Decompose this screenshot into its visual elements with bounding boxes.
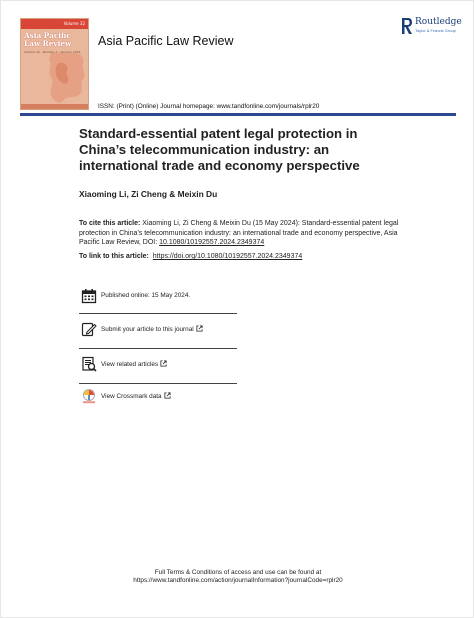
citation-block xyxy=(79,219,399,248)
publisher-name: Routledge xyxy=(415,17,462,27)
calendar-icon xyxy=(81,288,97,304)
related-articles-label: View related articles xyxy=(101,361,159,368)
info-divider xyxy=(79,348,237,349)
published-online-text: Published online: 15 May 2024. xyxy=(101,292,191,299)
article-authors: Xiaoming Li, Zi Cheng & Meixin Du xyxy=(79,189,218,199)
info-divider xyxy=(79,313,237,314)
publisher-subtitle: Taylor & Francis Group xyxy=(415,28,456,33)
article-link-label: To link to this article: xyxy=(79,253,149,260)
submit-article-icon xyxy=(81,321,97,337)
header-divider xyxy=(20,113,456,116)
terms-footer xyxy=(1,569,474,585)
crossmark-row[interactable] xyxy=(79,388,237,408)
crossmark-label: View Crossmark data xyxy=(101,393,162,400)
article-title: Standard-essential patent legal protection in China’s telecommunication industry: an international trade and economy perspective xyxy=(79,126,360,173)
issn-text: ISSN: (Print) (Online) Journal homepage: xyxy=(98,103,217,110)
related-articles-row[interactable] xyxy=(79,356,237,376)
journal-name[interactable]: Asia Pacific Law Review xyxy=(98,34,234,48)
cover-bottom-band xyxy=(21,104,88,109)
submit-article-label: Submit your article to this journal xyxy=(101,326,194,333)
crossmark-link[interactable] xyxy=(101,392,171,400)
article-doi-link[interactable]: https://doi.org/10.1080/10192557.2024.2349374 xyxy=(152,253,303,260)
cover-subtitle: Volume 32 · Number 1 · January 2024 xyxy=(24,50,81,54)
related-articles-icon xyxy=(81,356,97,372)
info-divider xyxy=(79,383,237,384)
terms-footer-line1: Full Terms & Conditions of access and use can be found at xyxy=(154,569,322,576)
cover-top-band xyxy=(21,19,88,29)
issn-line xyxy=(98,103,319,110)
routledge-logo-icon xyxy=(401,17,413,35)
related-articles-link[interactable] xyxy=(101,360,167,368)
publisher-logo xyxy=(401,17,463,37)
submit-article-link[interactable] xyxy=(101,325,203,333)
terms-footer-link[interactable]: https://www.tandfonline.com/action/journalInformation?journalCode=rplr20 xyxy=(133,577,343,584)
journal-homepage-link[interactable]: www.tandfonline.com/journals/rplr20 xyxy=(216,103,320,110)
citation-label: To cite this article: xyxy=(79,220,141,227)
cover-map-graphic xyxy=(45,49,89,109)
citation-doi-link[interactable]: 10.1080/10192557.2024.2349374 xyxy=(159,239,265,247)
external-link-icon xyxy=(196,325,203,332)
external-link-icon xyxy=(164,392,171,399)
external-link-icon xyxy=(160,360,167,367)
crossmark-icon xyxy=(81,388,97,404)
cover-volume: Volume 32 xyxy=(63,21,85,26)
article-link-row xyxy=(79,253,302,260)
cover-title: Asia Pacific Law Review xyxy=(24,31,72,48)
submit-article-row[interactable] xyxy=(79,321,237,341)
citation-text: Xiaoming Li, Zi Cheng & Meixin Du (15 May 2024): Standard-essential patent legal protection in China’s telecommunication industry: an international trade and economy perspective, Asia Pacific Law Review, DOI: xyxy=(79,220,399,247)
published-online-row xyxy=(79,288,237,308)
journal-cover-image[interactable] xyxy=(20,18,89,110)
